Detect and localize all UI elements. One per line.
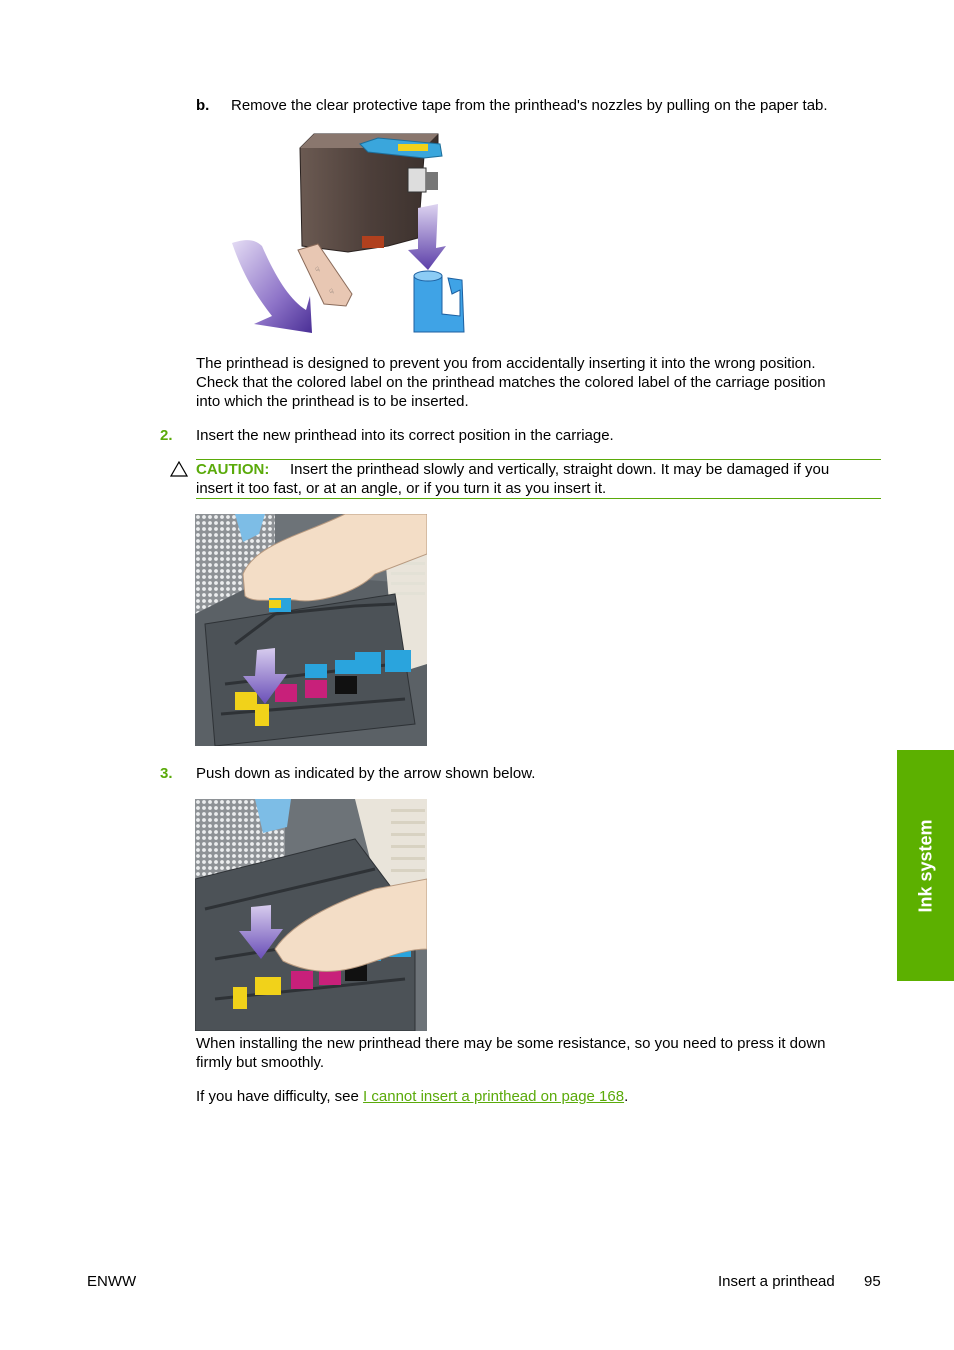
svg-text:☞: ☞ xyxy=(312,265,323,275)
step-b-marker: b. xyxy=(196,97,210,114)
step-3-number: 3. xyxy=(160,765,173,782)
step-3-text: Push down as indicated by the arrow shown below. xyxy=(196,765,536,782)
footer-section: Insert a printhead xyxy=(718,1273,835,1290)
printhead-tape-illustration xyxy=(228,128,468,338)
paragraph-line: into which the printhead is to be inserted. xyxy=(196,393,469,410)
difficulty-prefix: If you have difficulty, see xyxy=(196,1088,364,1105)
section-side-tab xyxy=(897,750,954,981)
step-2-text: Insert the new printhead into its correct position in the carriage. xyxy=(196,427,614,444)
difficulty-suffix: . xyxy=(624,1088,629,1105)
caution-bottom-rule xyxy=(196,498,881,499)
caution-text-line: insert it too fast, or at an angle, or if you turn it as you insert it. xyxy=(196,480,607,497)
step-2-number: 2. xyxy=(160,427,173,444)
difficulty-paragraph xyxy=(196,1087,628,1106)
insert-printhead-photo xyxy=(195,514,427,746)
paragraph-line: Check that the colored label on the printhead matches the colored label of the carriage position xyxy=(196,374,826,391)
paragraph-line: firmly but smoothly. xyxy=(196,1054,325,1071)
caution-triangle-icon xyxy=(170,461,188,477)
caution-label: CAUTION: xyxy=(196,461,270,478)
caution-text-line: Insert the printhead slowly and vertically, straight down. It may be damaged if you xyxy=(290,461,830,478)
paragraph-line: When installing the new printhead there may be some resistance, so you need to press it down xyxy=(196,1035,826,1052)
step-b-text: Remove the clear protective tape from the printhead's nozzles by pulling on the paper tab. xyxy=(231,97,828,114)
footer-page-number: 95 xyxy=(864,1273,881,1290)
svg-text:☞: ☞ xyxy=(326,287,337,297)
push-down-printhead-photo xyxy=(195,799,427,1031)
paragraph-line: The printhead is designed to prevent you from accidentally inserting it into the wrong position. xyxy=(196,355,816,372)
footer-left: ENWW xyxy=(87,1273,137,1290)
cannot-insert-printhead-link[interactable]: I cannot insert a printhead on page 168 xyxy=(363,1088,625,1105)
side-tab-label: Ink system xyxy=(915,818,935,913)
